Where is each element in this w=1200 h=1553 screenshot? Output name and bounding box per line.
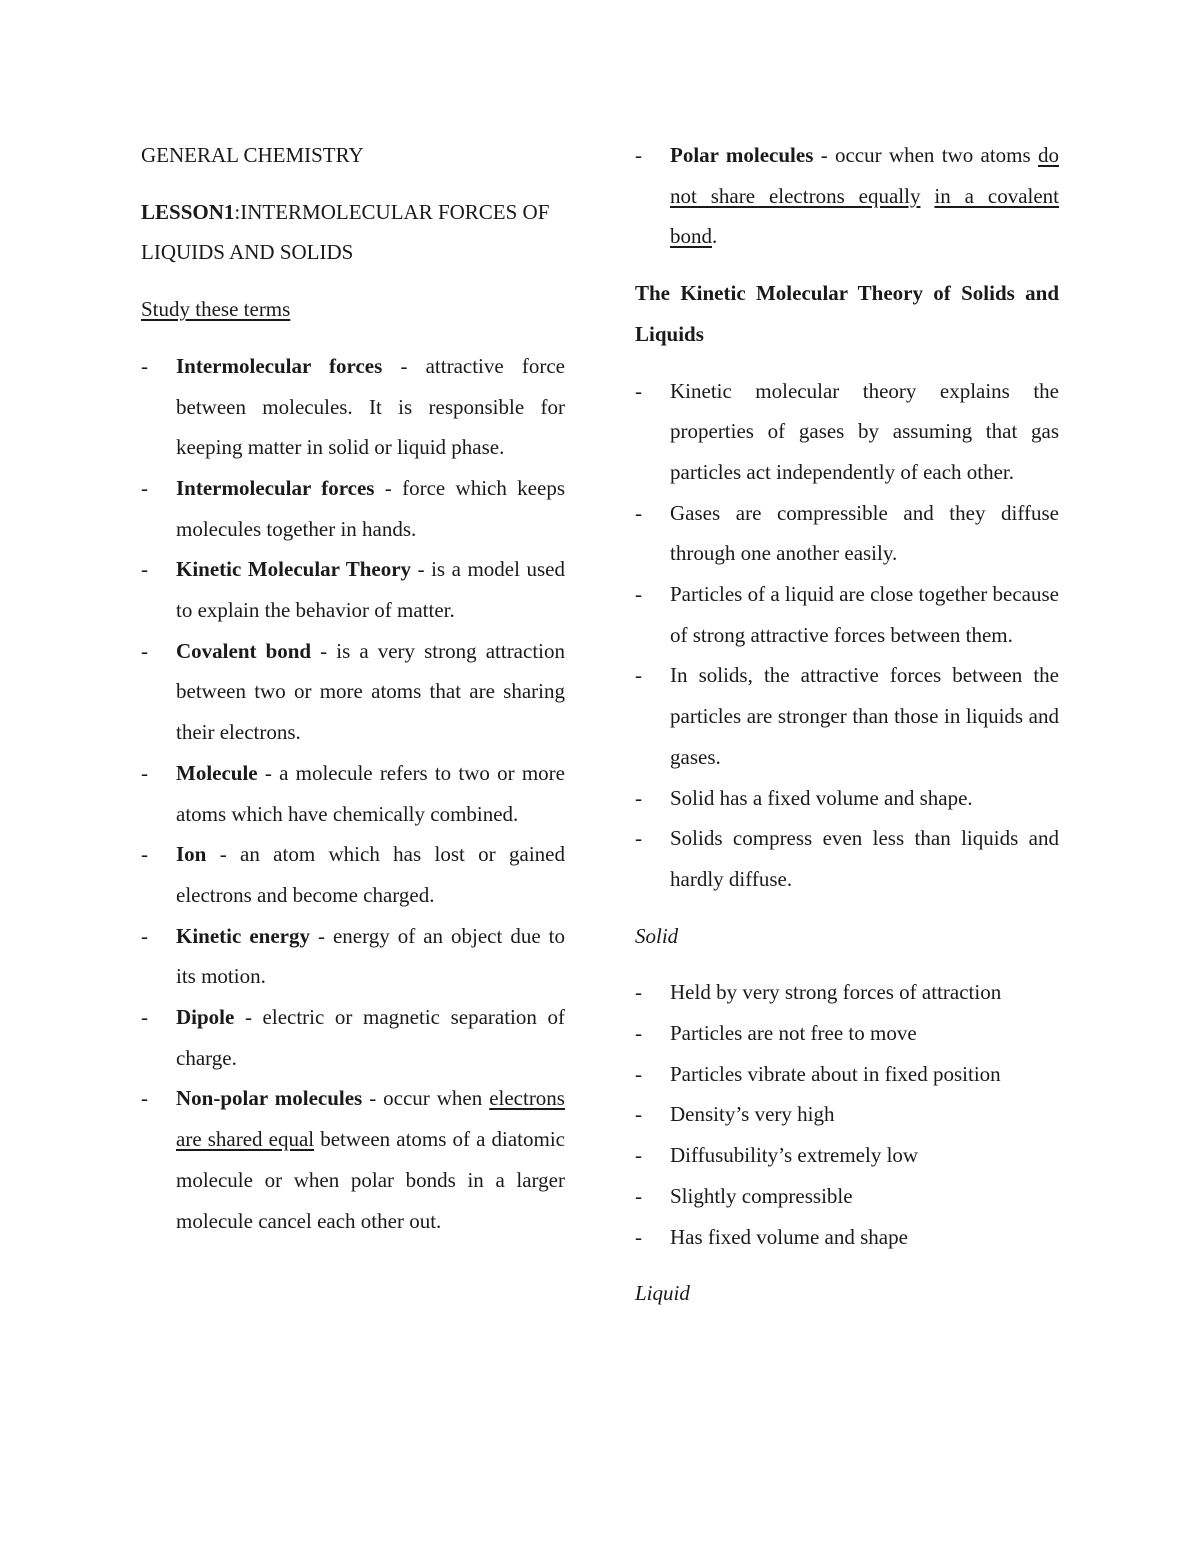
list-item [635,574,1059,655]
term-definition: - occur when [362,1086,490,1111]
underlined-phrase: electrons are shared equal [176,1086,565,1152]
term-name: Molecule [176,760,258,785]
dash-bullet: - [635,1183,642,1208]
list-item [635,1094,1059,1135]
lesson-heading [141,192,565,273]
lesson-label: LESSON1 [141,199,235,224]
term-definition: - is a very strong attraction between two or more atoms that are sharing their electrons. [176,638,565,745]
list-item-text: In solids, the attractive forces between the particles are stronger than those in liquids and gases. [670,663,1059,769]
dash-bullet: - [635,582,642,607]
dash-bullet: - [635,1102,642,1127]
dash-bullet: - [141,842,148,867]
term-item [141,1078,565,1241]
list-item [635,1013,1059,1054]
term-definition: . [712,224,718,249]
list-item [635,371,1059,493]
list-item-text: Diffusubility’s extremely low [670,1143,919,1168]
dash-bullet: - [635,980,642,1005]
term-definition: - force which keeps molecules together in hands. [176,475,565,541]
term-item [635,135,1059,257]
dash-bullet: - [635,826,642,851]
kmt-heading: The Kinetic Molecular Theory of Solids and Liquids [635,281,1059,346]
study-heading: Study these terms [141,297,291,322]
dash-bullet: - [635,143,642,167]
term-item [141,753,565,834]
dash-bullet: - [141,353,148,378]
list-item-text: Particles vibrate about in fixed position [670,1061,1001,1086]
dash-bullet: - [635,1021,642,1046]
term-name: Covalent bond [176,638,312,663]
dash-bullet: - [635,663,642,688]
list-item [635,493,1059,574]
term-definition: between atoms of a diatomic molecule or when polar bonds in a larger molecule cancel each other out. [176,1127,565,1233]
dash-bullet: - [635,1143,642,1168]
list-item [635,1176,1059,1217]
term-name: Ion [176,842,207,867]
document-title: GENERAL CHEMISTRY [141,143,364,167]
term-definition: - energy of an object due to its motion. [176,923,565,989]
term-name: Kinetic energy [176,923,310,948]
dash-bullet: - [635,1224,642,1249]
lesson-title: :INTERMOLECULAR FORCES OF LIQUIDS AND SOLIDS [141,199,550,265]
dash-bullet: - [635,1061,642,1086]
list-item-text: Kinetic molecular theory explains the properties of gases by assuming that gas particles act independently of each other. [670,378,1059,484]
list-item-text: Particles of a liquid are close together because of strong attractive forces between them. [670,582,1059,647]
list-item [635,1217,1059,1258]
list-item-text: Solids compress even less than liquids and hardly diffuse. [670,826,1059,891]
dash-bullet: - [635,785,642,810]
list-item-text: Gases are compressible and they diffuse through one another easily. [670,500,1059,566]
list-item [635,818,1059,899]
list-item-text: Solid has a fixed volume and shape. [670,785,973,810]
solid-heading: Solid [635,923,679,948]
term-definition: - a molecule refers to two or more atoms which have chemically combined. [176,760,565,826]
list-item [635,1054,1059,1095]
term-item [141,549,565,630]
term-name: Intermolecular forces [176,353,383,378]
dash-bullet: - [635,500,642,525]
list-item-text: Held by very strong forces of attraction [670,980,1002,1005]
list-item [635,778,1059,819]
dash-bullet: - [141,1086,148,1111]
term-item [141,346,565,468]
term-definition: - is a model used to explain the behavior of matter. [176,557,565,623]
underlined-phrase: do not share electrons equally [670,143,1059,208]
term-name: Dipole [176,1005,235,1030]
dash-bullet: - [141,923,148,948]
dash-bullet: - [141,557,148,582]
term-definition: - electric or magnetic separation of charge. [176,1005,565,1070]
dash-bullet: - [141,475,148,500]
list-item-text: Particles are not free to move [670,1021,917,1046]
left-column [141,135,565,1241]
term-name: Polar molecules [670,143,814,167]
term-item [141,916,565,997]
list-item [635,1135,1059,1176]
spacer-text [920,184,934,208]
dash-bullet: - [141,1005,148,1030]
term-definition: - an atom which has lost or gained electrons and become charged. [176,842,565,907]
list-item-text: Density’s very high [670,1102,835,1127]
list-item-text: Has fixed volume and shape [670,1224,908,1249]
liquid-heading: Liquid [635,1281,690,1306]
term-name: Non-polar molecules [176,1086,363,1111]
dash-bullet: - [141,760,148,785]
term-item [141,468,565,549]
dash-bullet: - [635,378,642,403]
term-definition: - attractive force between molecules. It is responsible for keeping matter in solid or liquid phase. [176,353,565,460]
term-item [141,631,565,753]
underlined-phrase: in a covalent bond [670,183,1060,249]
list-item [635,972,1059,1013]
term-name: Kinetic Molecular Theory [176,557,412,582]
term-name: Intermolecular forces [176,475,375,500]
dash-bullet: - [141,638,148,663]
term-definition: - occur when two atoms [813,143,1038,167]
list-item [635,655,1059,777]
term-item [141,834,565,915]
term-item [141,997,565,1078]
list-item-text: Slightly compressible [670,1183,853,1208]
right-column [635,135,1059,1314]
